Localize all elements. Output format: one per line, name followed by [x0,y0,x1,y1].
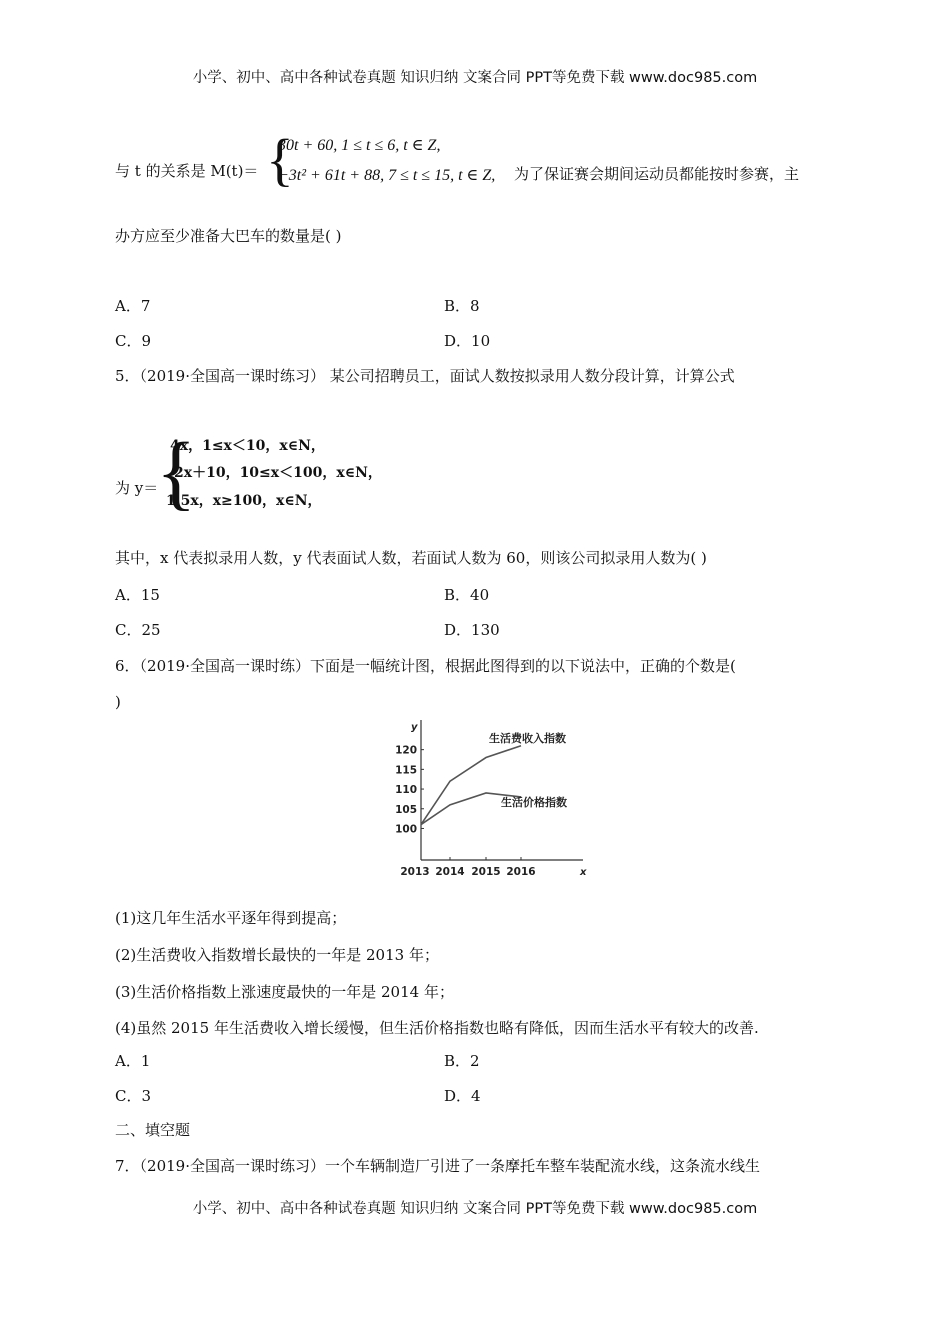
q7-line-1: 7．（2019·全国高一课时练习）一个车辆制造厂引进了一条摩托车整车装配流水线，这条流水线生 [115,1157,760,1175]
q5-case-1: 4x，1≤x＜10，x∈N， [170,438,325,454]
q4-case-2: −3t² + 61t + 88, 7 ≤ t ≤ 15, t ∈ Z, [278,167,496,184]
q5-option-d: D．130 [444,621,500,639]
q6-option-c: C．3 [115,1087,152,1105]
x-tick-label: 2016 [506,866,536,878]
q4-tail: 为了保证赛会期间运动员都能按时参赛，主 [514,165,800,183]
q5-case-3: 1.5x，x≥100，x∈N， [166,493,322,509]
page-header: 小学、初中、高中各种试卷真题 知识归纳 文案合同 PPT等免费下载 www.doc985.com [192,70,758,86]
q6-option-b: B．2 [444,1052,480,1070]
q5-option-a: A．15 [115,586,160,604]
q5-line-3: 其中，x 代表拟录用人数，y 代表面试人数，若面试人数为 60，则该公司拟录用人数为( ) [115,549,707,567]
q6-line-2: ) [115,693,121,711]
q5-case-2: 2x＋10，10≤x＜100，x∈N， [174,465,382,481]
q4-lead: 与 t 的关系是 M(t)＝ [115,162,259,180]
q5-line-1: 5．（2019·全国高一课时练习） 某公司招聘员工，面试人数按拟录用人数分段计算，计算公式 [115,367,735,385]
y-tick-label: 100 [395,823,417,836]
x-axis-label: x [580,867,587,878]
q4-option-a: A．7 [115,297,151,315]
q6-option-a: A．1 [115,1052,151,1070]
y-tick-label: 110 [395,784,417,797]
q6-line-1: 6．（2019·全国高一课时练）下面是一幅统计图，根据此图得到的以下说法中，正确的个数是( [115,657,736,675]
y-tick-label: 115 [395,764,417,777]
q6-statement-4: (4)虽然 2015 年生活费收入增长缓慢，但生活价格指数也略有降低，因而生活水平有较大的改善. [115,1019,759,1037]
q4-line-2: 办方应至少准备大巴车的数量是( ) [115,227,342,245]
q4-brace: { [266,127,294,192]
y-tick-label: 105 [395,803,417,816]
series-line-1 [421,746,521,825]
x-tick-label: 2014 [435,866,465,878]
q6-statement-1: (1)这几年生活水平逐年得到提高； [115,909,347,927]
x-tick-label: 2013 [400,866,430,878]
q5-brace: { [156,426,197,519]
q5-lead: 为 y＝ [115,479,159,497]
q5-option-c: C．25 [115,621,161,639]
section-title-fill-blank: 二、填空题 [115,1121,191,1139]
q4-option-b: B．8 [444,297,480,315]
series-label-1: 生活费收入指数 [489,732,566,745]
q4-option-d: D．10 [444,332,491,350]
index-line-chart [395,718,595,882]
page-footer: 小学、初中、高中各种试卷真题 知识归纳 文案合同 PPT等免费下载 www.doc985.com [192,1201,758,1217]
q5-option-b: B．40 [444,586,490,604]
x-tick-label: 2015 [471,866,501,878]
q4-case-1: 30t + 60, 1 ≤ t ≤ 6, t ∈ Z, [278,137,441,154]
q6-statement-3: (3)生活价格指数上涨速度最快的一年是 2014 年； [115,983,454,1001]
series-label-2: 生活价格指数 [501,796,567,809]
q6-option-d: D．4 [444,1087,481,1105]
y-axis-label: y [411,722,418,733]
y-tick-label: 120 [395,744,417,757]
q4-option-c: C．9 [115,332,152,350]
q6-statement-2: (2)生活费收入指数增长最快的一年是 2013 年； [115,946,439,964]
